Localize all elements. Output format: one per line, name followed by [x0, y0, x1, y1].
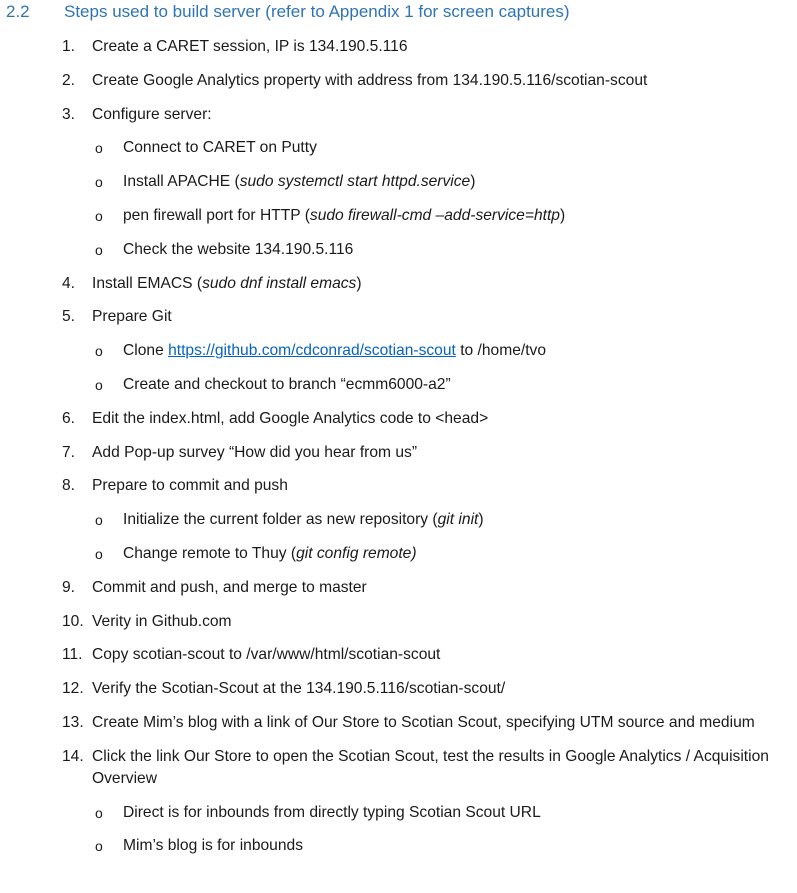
list-item	[0, 273, 797, 307]
list-number: 3.	[62, 105, 76, 123]
list-item-text	[92, 273, 362, 295]
list-number: 8.	[62, 477, 76, 495]
list-item	[0, 746, 797, 802]
step-text-segment: )	[559, 206, 566, 224]
list-item-text	[92, 611, 232, 633]
list-item	[0, 306, 797, 340]
step-text-segment: Click the link Our Store to open the Scotian Scout, test the results in Google Analytics / Acquisition Overview	[92, 747, 769, 787]
bullet-marker: o	[95, 838, 103, 855]
command-text: sudo firewall-cmd –add-service=http	[309, 206, 560, 224]
list-item	[0, 408, 797, 442]
sub-list-item	[0, 239, 797, 273]
sub-list-item-text	[123, 340, 546, 362]
list-item	[0, 611, 797, 645]
sub-list-item	[0, 835, 797, 869]
list-item-text	[92, 70, 647, 92]
list-number: 6.	[62, 409, 76, 427]
step-text-segment: Add Pop-up survey “How did you hear from us”	[92, 443, 418, 461]
sub-list-item	[0, 137, 797, 171]
list-item-text	[92, 442, 417, 464]
list-number: 9.	[62, 578, 76, 596]
command-text: sudo systemctl start httpd.service	[239, 173, 471, 191]
sub-list-item	[0, 340, 797, 374]
list-number: 13.	[62, 713, 84, 731]
steps-list	[0, 36, 797, 869]
sub-list-item-text	[123, 239, 353, 261]
step-text-segment: Change remote to Thuy (	[123, 544, 297, 562]
step-text-segment: Edit the index.html, add Google Analytics code to <head>	[92, 409, 489, 427]
sub-list-item-text	[123, 137, 317, 159]
step-text-segment: Check the website 134.190.5.116	[123, 240, 354, 258]
bullet-marker: o	[95, 174, 103, 191]
sub-list-item	[0, 543, 797, 577]
step-text-segment: Create and checkout to branch “ecmm6000-a2”	[123, 375, 451, 393]
sub-list-item	[0, 374, 797, 408]
sub-list-item-text	[123, 835, 303, 857]
bullet-marker: o	[95, 140, 103, 157]
step-text-segment: )	[356, 274, 362, 292]
list-number: 11.	[62, 646, 83, 664]
step-text-segment: Configure server:	[92, 105, 212, 123]
list-item-text	[92, 104, 212, 126]
bullet-marker: o	[95, 512, 103, 529]
list-number: 4.	[62, 274, 76, 292]
step-text-segment: Verity in Github.com	[92, 612, 232, 630]
list-item-text	[92, 712, 789, 734]
sub-list-item-text	[123, 509, 484, 531]
list-item	[0, 104, 797, 138]
step-text-segment: Commit and push, and merge to master	[92, 578, 367, 596]
bullet-marker: o	[95, 207, 103, 224]
step-text-segment: Prepare Git	[92, 308, 172, 326]
list-item	[0, 678, 797, 712]
list-item	[0, 36, 797, 70]
list-number: 2.	[62, 71, 76, 89]
step-text-segment: Create Google Analytics property with address from 134.190.5.116/scotian-scout	[92, 71, 648, 89]
list-item	[0, 475, 797, 509]
bullet-marker: o	[95, 545, 103, 562]
step-text-segment: Create Mim’s blog with a link of Our Store to Scotian Scout, specifying UTM source and medium	[92, 713, 755, 731]
bullet-marker: o	[95, 376, 103, 393]
step-text-segment: Clone	[123, 342, 169, 360]
list-item-text	[92, 577, 367, 599]
command-text: sudo dnf install emacs	[202, 274, 357, 292]
list-item-text	[92, 36, 408, 58]
step-text-segment: Create a CARET session, IP is 134.190.5.116	[92, 38, 408, 55]
sub-list-item-text	[123, 543, 417, 565]
repository-link[interactable]: https://github.com/cdconrad/scotian-scout	[168, 342, 456, 360]
section-title: Steps used to build server (refer to Appendix 1 for screen captures)	[64, 2, 570, 21]
bullet-marker: o	[95, 343, 103, 360]
bullet-marker: o	[95, 241, 103, 258]
step-text-segment: Mim’s blog is for inbounds	[123, 837, 303, 855]
list-number: 7.	[62, 443, 76, 461]
list-item-text	[92, 306, 172, 328]
list-item-text	[92, 678, 505, 700]
sub-list-item	[0, 171, 797, 205]
list-item	[0, 712, 797, 746]
list-item-text	[92, 644, 440, 666]
sub-list-item	[0, 802, 797, 836]
step-text-segment: )	[470, 173, 476, 191]
step-text-segment: Install EMACS (	[92, 274, 203, 292]
step-text-segment: Initialize the current folder as new repository (	[123, 511, 438, 529]
list-item	[0, 70, 797, 104]
step-text-segment: Direct is for inbounds from directly typing Scotian Scout URL	[123, 803, 541, 821]
sub-list-item	[0, 205, 797, 239]
command-text: git init	[437, 511, 479, 529]
command-text: git config remote)	[296, 544, 417, 562]
list-number: 5.	[62, 308, 76, 326]
step-text-segment: Prepare to commit and push	[92, 477, 288, 495]
step-text-segment: )	[478, 511, 484, 529]
list-number: 10.	[62, 612, 84, 630]
list-item-text	[92, 408, 488, 430]
step-text-segment: Copy scotian-scout to /var/www/html/scotian-scout	[92, 646, 441, 664]
list-number: 1.	[62, 38, 76, 55]
list-item	[0, 442, 797, 476]
list-number: 12.	[62, 680, 84, 698]
step-text-segment: Connect to CARET on Putty	[123, 139, 317, 157]
sub-list-item-text	[123, 205, 565, 227]
list-item	[0, 577, 797, 611]
step-text-segment: pen firewall port for HTTP (	[123, 206, 310, 224]
list-item	[0, 644, 797, 678]
bullet-marker: o	[95, 804, 103, 821]
step-text-segment: Install APACHE (	[123, 173, 240, 191]
list-number: 14.	[62, 747, 84, 765]
sub-list-item	[0, 509, 797, 543]
section-number: 2.2	[6, 2, 30, 21]
step-text-segment: to /home/tvo	[455, 342, 547, 360]
sub-list-item-text	[123, 374, 451, 396]
list-item-text	[92, 746, 789, 790]
sub-list-item-text	[123, 802, 541, 824]
step-text-segment: Verify the Scotian-Scout at the 134.190.5.116/scotian-scout/	[92, 680, 506, 698]
list-item-text	[92, 475, 288, 497]
sub-list-item-text	[123, 171, 475, 193]
